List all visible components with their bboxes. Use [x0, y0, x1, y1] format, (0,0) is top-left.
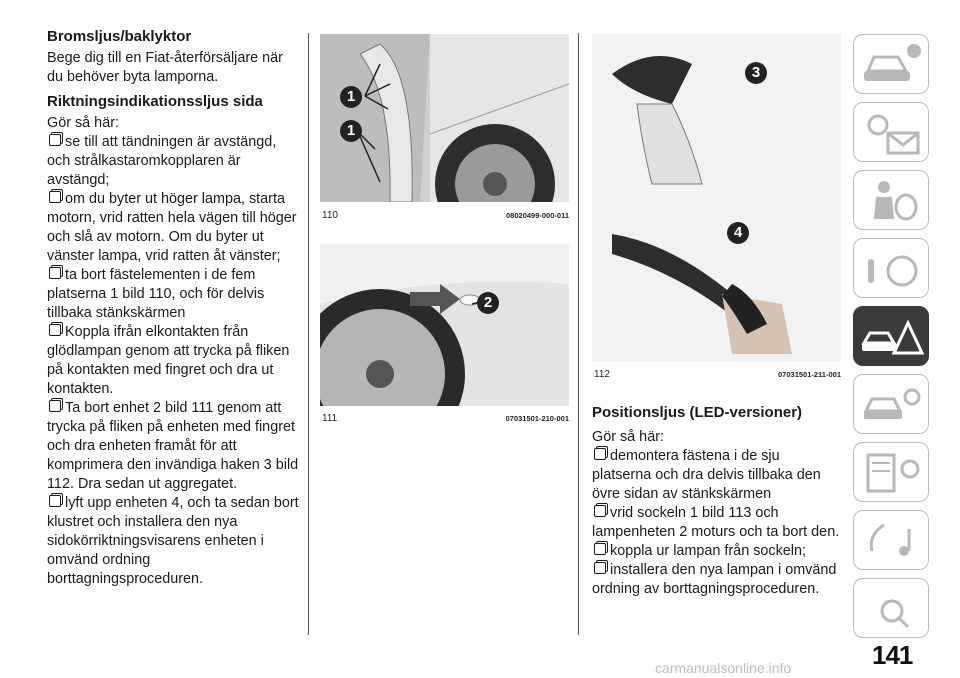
callout-1-badge: 1 [340, 86, 362, 108]
step-checkbox-icon [49, 267, 61, 279]
step-checkbox-icon [594, 448, 606, 460]
step-checkbox-icon [49, 324, 61, 336]
section-heading: Bromsljus/baklyktor [47, 28, 192, 45]
callout-1-badge: 1 [340, 120, 362, 142]
front-fender-illustration [320, 244, 569, 406]
step-item: demontera fästena i de sju platserna och dra delvis tillbaka den övre sidan av stänkskärmen [592, 448, 821, 502]
step-item: ta bort fästelementen i de fem platserna 1 bild 110, och för delvis tillbaka stänkskärmen [47, 267, 265, 321]
step-item: installera den nya lampan i omvänd ordning av borttagningsproceduren. [592, 562, 837, 597]
step-item: Koppla ifrån elkontakten från glödlampan genom att trycka på fliken på kontakten med fingret och dra ut kontakten. [47, 324, 290, 397]
step-item: lyft upp enheten 4, och ta sedan bort klustret och installera den nya sidokörriktningsvisarens enheten i omvänd ordning borttagningsproceduren. [47, 495, 299, 587]
step-item: koppla ur lampan från sockeln; [592, 542, 842, 561]
paragraph: Gör så här: [47, 115, 119, 131]
step-checkbox-icon [49, 400, 61, 412]
step-checkbox-icon [49, 191, 61, 203]
step-item: om du byter ut höger lampa, starta motorn, vrid ratten hela vägen till höger och slå av motorn. Om du byter ut vänster lampa, vrid ratten åt vänster; [47, 191, 297, 264]
callout-2-badge: 2 [477, 292, 499, 314]
side-indicator-illustration [592, 34, 841, 362]
step-checkbox-icon [594, 562, 606, 574]
technical-data-icon [854, 443, 930, 503]
safety-icon [854, 171, 930, 231]
index-icon [854, 579, 930, 639]
figure-112-caption [594, 369, 841, 383]
figure-number: 112 [594, 369, 610, 380]
section-heading: Riktningsindikationssljus sida [47, 93, 263, 110]
figure-110-image [320, 34, 569, 202]
left-text-column [47, 28, 299, 589]
tab-emergency[interactable] [853, 306, 929, 366]
tab-safety[interactable] [853, 170, 929, 230]
step-item: vrid sockeln 1 bild 113 och lampenheten 2 moturs och ta bort den. [592, 505, 840, 540]
step-checkbox-icon [49, 134, 61, 146]
section-heading: Positionsljus (LED-versioner) [592, 404, 803, 421]
warning-lights-icon [854, 103, 930, 163]
tab-car-info[interactable] [853, 34, 929, 94]
figure-code: 08020499-000-011 [506, 211, 569, 220]
tab-index[interactable] [853, 578, 929, 638]
tab-starting-driving[interactable] [853, 238, 929, 298]
tab-warning-lights[interactable] [853, 102, 929, 162]
step-item: Ta bort enhet 2 bild 111 genom att trycka på fliken på enheten med fingret och dra enheten framåt för att komprimera den invändiga haken 3 bild 112. Dra sedan ut aggregatet. [47, 400, 299, 492]
figure-number: 111 [322, 413, 338, 424]
tab-maintenance[interactable] [853, 374, 929, 434]
figure-code: 07031501-211-001 [778, 370, 841, 379]
starting-driving-icon [854, 239, 930, 299]
step-checkbox-icon [49, 495, 61, 507]
right-text-column [592, 404, 842, 599]
column-divider [578, 33, 579, 635]
step-checkbox-icon [594, 543, 606, 555]
figure-111-image [320, 244, 569, 406]
figure-111-caption [322, 413, 569, 427]
paragraph: Gör så här: [592, 429, 664, 445]
tab-multimedia[interactable] [853, 510, 929, 570]
multimedia-icon [854, 511, 930, 571]
callout-overlay [320, 34, 569, 202]
column-divider [308, 33, 309, 635]
emergency-icon [854, 307, 930, 367]
watermark: carmanualsonline.info [655, 660, 792, 676]
figure-number: 110 [322, 210, 338, 221]
figure-112-image [592, 34, 841, 362]
car-info-icon [854, 35, 930, 95]
tab-technical-data[interactable] [853, 442, 929, 502]
figure-code: 07031501-210-001 [505, 414, 569, 423]
callout-3-badge: 3 [745, 62, 767, 84]
callout-4-badge: 4 [727, 222, 749, 244]
step-item: se till att tändningen är avstängd, och strålkastaromkopplaren är avstängd; [47, 134, 277, 188]
figure-110-caption [322, 210, 569, 224]
page-number: 141 [872, 640, 913, 670]
maintenance-icon [854, 375, 930, 435]
paragraph: Bege dig till en Fiat-återförsäljare när du behöver byta lamporna. [47, 50, 283, 85]
step-checkbox-icon [594, 505, 606, 517]
